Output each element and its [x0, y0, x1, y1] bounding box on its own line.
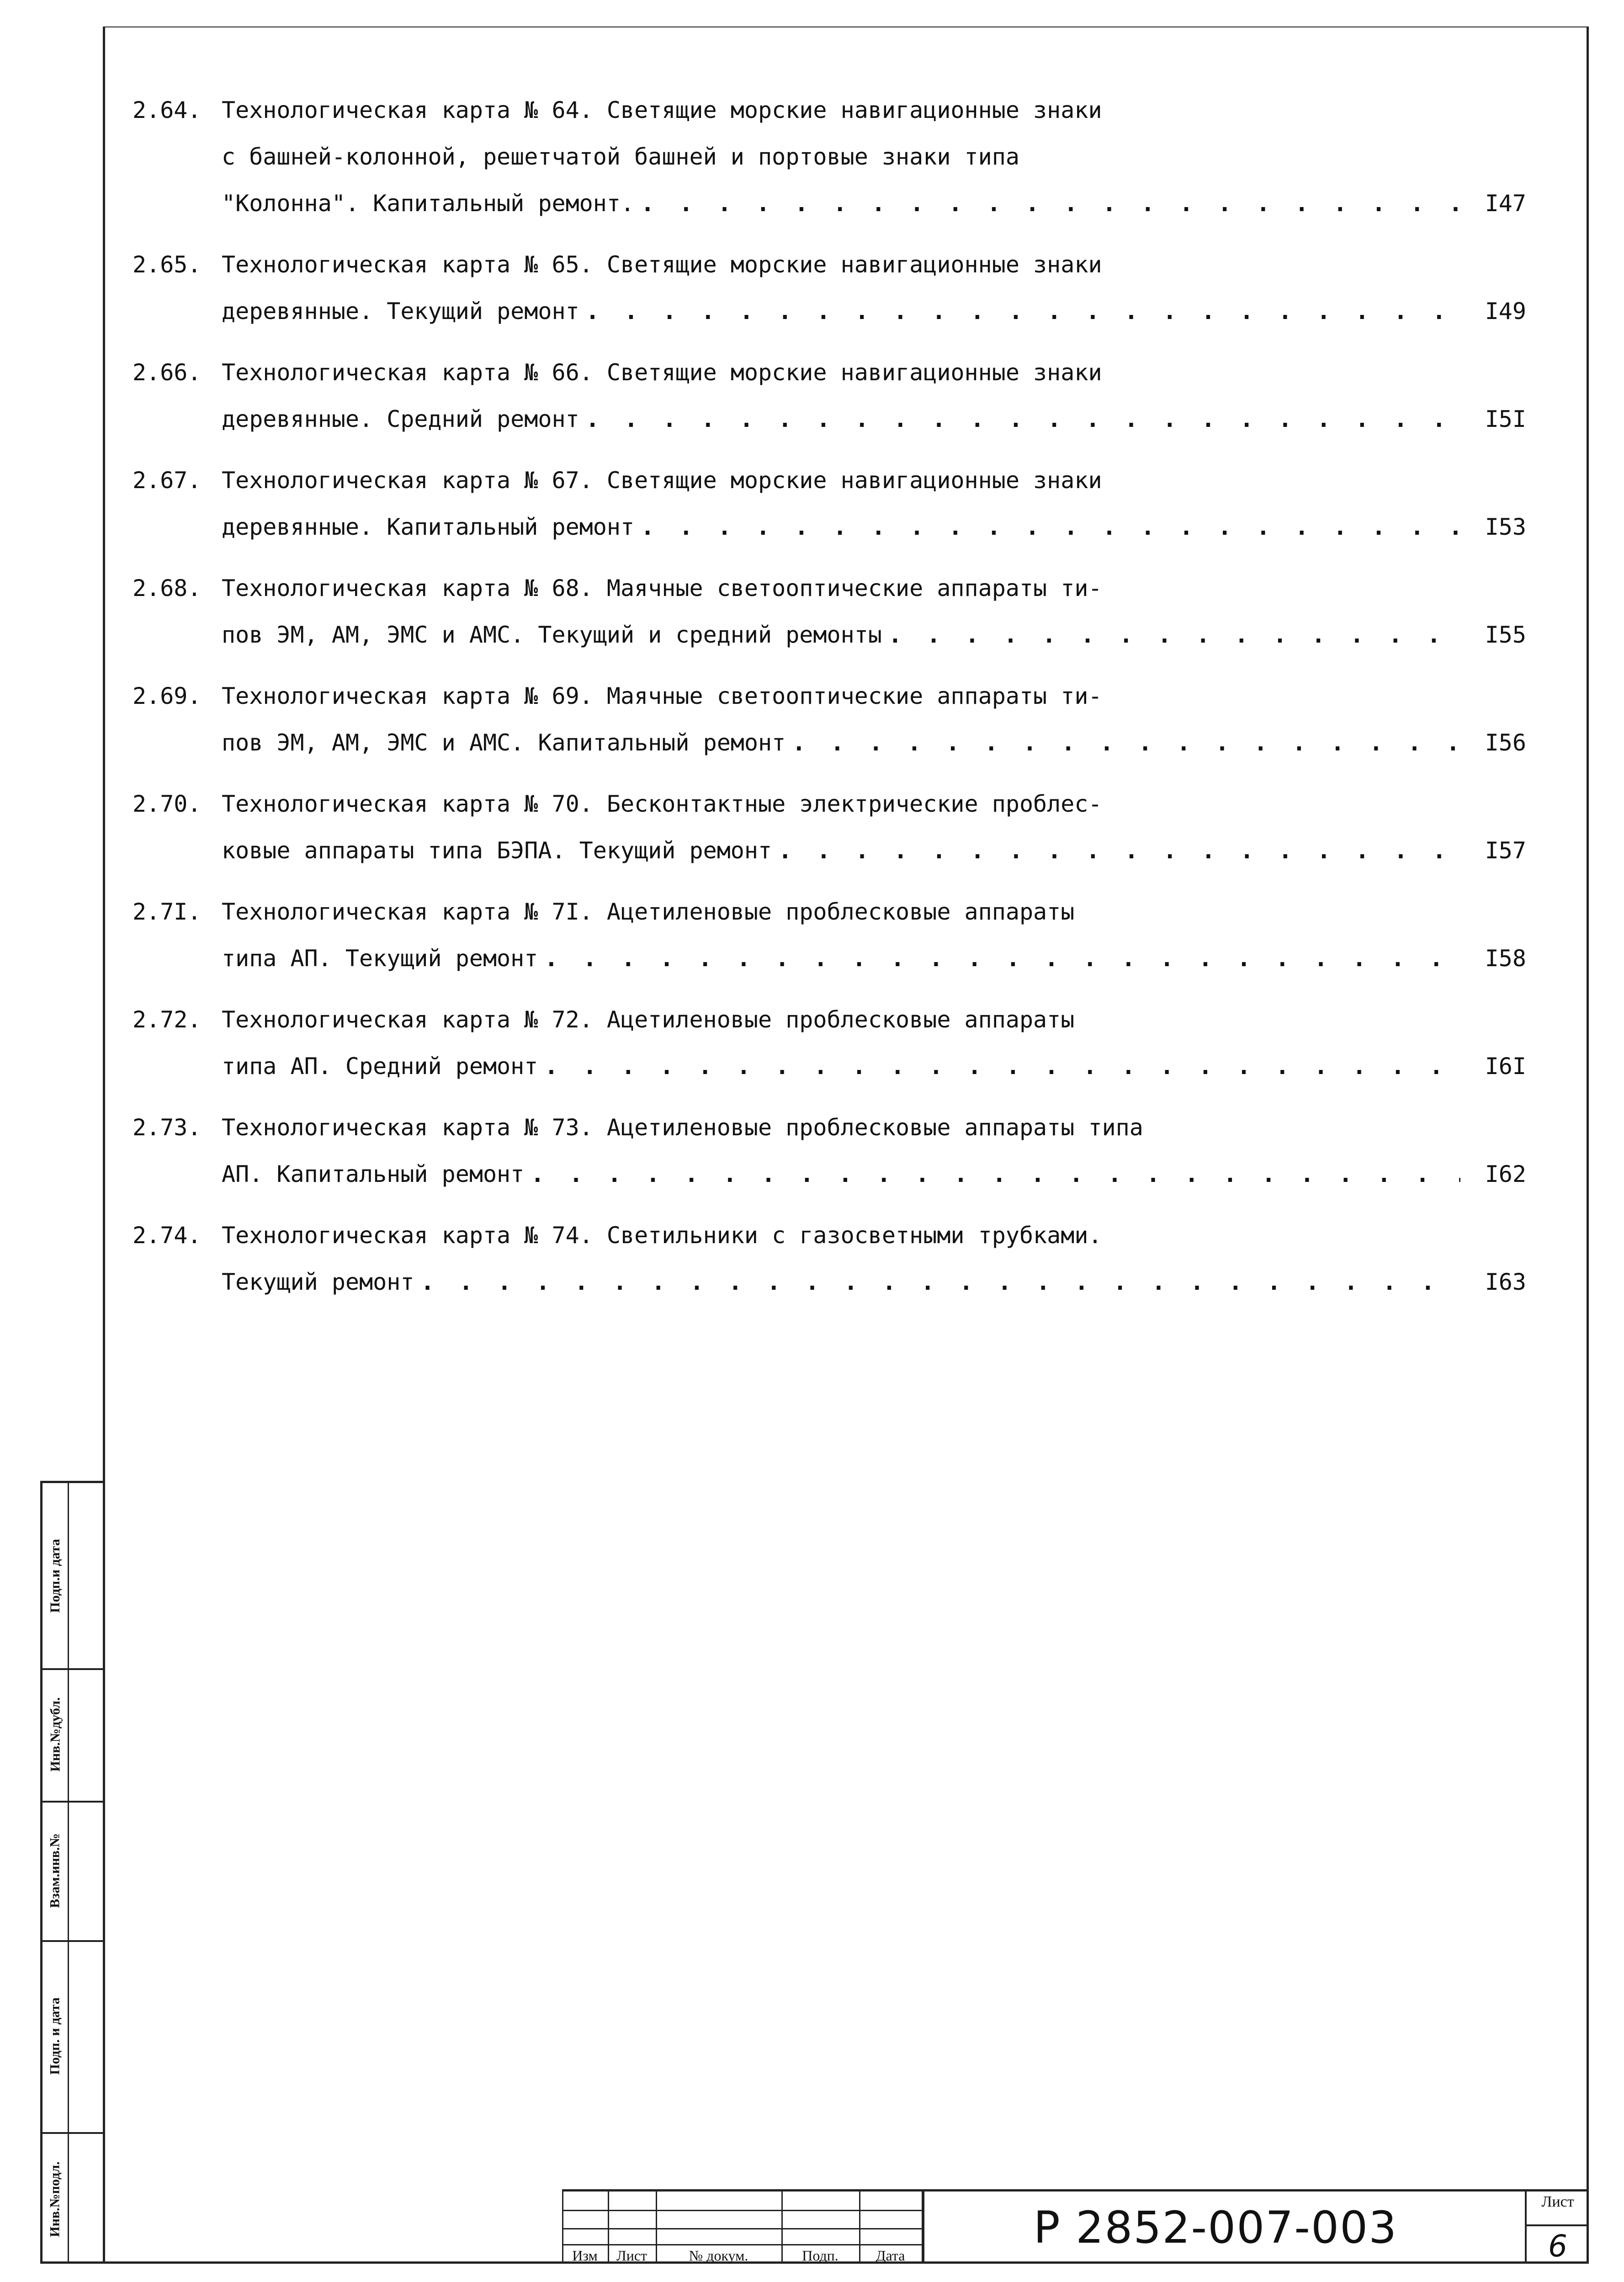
toc-entry-number: 2.67.: [133, 467, 202, 494]
toc-entry: [133, 241, 1526, 335]
toc-line: [133, 241, 1526, 288]
toc-entry: [133, 673, 1526, 766]
toc-entry-text: Технологическая карта № 67. Светящие морские навигационные знаки: [222, 467, 1102, 494]
toc-page-number: I56: [1485, 729, 1526, 756]
toc-line: [133, 1151, 1526, 1197]
toc-line: [133, 935, 1526, 982]
toc-entry-text: Технологическая карта № 74. Светильники с газосветными трубками.: [222, 1222, 1102, 1249]
side-stamp: [40, 1481, 105, 2264]
toc-entry-number: 2.66.: [133, 359, 202, 386]
table-of-contents: [133, 87, 1526, 1320]
col-list-label: Лист: [616, 2247, 647, 2264]
toc-line: [133, 1043, 1526, 1090]
toc-page-number: I58: [1485, 945, 1526, 972]
side-stamp-label: [43, 2132, 67, 2266]
toc-entry-number: 2.72.: [133, 1006, 202, 1033]
toc-line: [133, 888, 1526, 935]
toc-line: [133, 996, 1526, 1043]
toc-entry-number: 2.70.: [133, 791, 202, 817]
toc-line: [133, 457, 1526, 504]
dot-leader: [544, 935, 1460, 982]
side-stamp-text: Инв.№подл.: [48, 2161, 63, 2237]
side-stamp-text: Подп. и дата: [48, 1997, 63, 2075]
dot-leader: [586, 288, 1460, 335]
toc-page-number: I47: [1485, 190, 1526, 217]
col-doc-label: № докум.: [689, 2247, 748, 2264]
toc-line: [133, 87, 1526, 133]
toc-entry-number: 2.68.: [133, 575, 202, 601]
dot-leader: [641, 180, 1460, 227]
toc-entry-text: Технологическая карта № 68. Маячные светооптические аппараты ти-: [222, 575, 1102, 601]
toc-entry-text: Технологическая карта № 66. Светящие морские навигационные знаки: [222, 359, 1102, 386]
toc-entry: [133, 457, 1526, 550]
toc-line: [133, 827, 1526, 874]
toc-entry-number: 2.7I.: [133, 899, 202, 925]
dot-leader: [778, 827, 1460, 874]
toc-entry: [133, 1104, 1526, 1197]
toc-entry-text: типа АП. Средний ремонт: [222, 1053, 538, 1080]
toc-page-number: I53: [1485, 514, 1526, 540]
col-izm-label: Изм: [572, 2247, 598, 2264]
side-stamp-divider: [68, 1483, 69, 2261]
toc-line: [133, 612, 1526, 658]
document-code: Р 2852-007-003: [1033, 2202, 1398, 2253]
side-stamp-label: [43, 1940, 67, 2132]
toc-entry: [133, 888, 1526, 982]
toc-entry-number: 2.74.: [133, 1222, 202, 1249]
toc-entry-text: с башней-колонной, решетчатой башней и портовые знаки типа: [222, 144, 1019, 170]
toc-entry-text: Технологическая карта № 7I. Ацетиленовые проблесковые аппараты: [222, 899, 1075, 925]
toc-entry-number: 2.65.: [133, 251, 202, 278]
side-stamp-label: [43, 1668, 67, 1801]
dot-leader: [641, 504, 1460, 550]
dot-leader: [531, 1151, 1460, 1197]
toc-line: [133, 565, 1526, 612]
col-date-label: Дата: [876, 2247, 905, 2264]
dot-leader: [544, 1043, 1460, 1090]
side-stamp-text: Взам.инв.№: [48, 1833, 63, 1908]
toc-page-number: I49: [1485, 298, 1526, 324]
toc-line: [133, 781, 1526, 827]
toc-entry-text: ковые аппараты типа БЭПА. Текущий ремонт: [222, 837, 772, 864]
toc-entry-text: деревянные. Средний ремонт: [222, 406, 579, 432]
toc-page-number: I55: [1485, 622, 1526, 648]
toc-page-number: I5I: [1485, 406, 1526, 432]
toc-line: [133, 396, 1526, 442]
dot-leader: [586, 396, 1460, 442]
side-stamp-text: Инв.№дубл.: [48, 1697, 63, 1772]
side-stamp-label: [43, 1801, 67, 1940]
dot-leader: [888, 612, 1460, 658]
toc-page-number: I6I: [1485, 1053, 1526, 1080]
toc-entry-text: пов ЭМ, АМ, ЭМС и АМС. Текущий и средний ремонты: [222, 622, 882, 648]
toc-entry-text: деревянные. Текущий ремонт: [222, 298, 579, 324]
toc-line: [133, 719, 1526, 766]
toc-entry-text: Технологическая карта № 65. Светящие морские навигационные знаки: [222, 251, 1102, 278]
toc-entry: [133, 565, 1526, 658]
dot-leader: [420, 1259, 1460, 1305]
toc-entry: [133, 87, 1526, 227]
dot-leader: [792, 719, 1460, 766]
toc-entry-number: 2.64.: [133, 97, 202, 123]
sheet-box: [1525, 2192, 1589, 2264]
toc-line: [133, 133, 1526, 180]
toc-entry-text: Текущий ремонт: [222, 1269, 414, 1295]
toc-line: [133, 504, 1526, 550]
toc-entry-text: Технологическая карта № 64. Светящие морские навигационные знаки: [222, 97, 1102, 123]
toc-line: [133, 349, 1526, 396]
toc-entry: [133, 996, 1526, 1090]
side-stamp-label: [43, 1483, 67, 1668]
toc-entry-text: пов ЭМ, АМ, ЭМС и АМС. Капитальный ремонт: [222, 729, 786, 756]
toc-entry: [133, 781, 1526, 874]
toc-entry-text: деревянные. Капитальный ремонт: [222, 514, 635, 540]
toc-line: [133, 673, 1526, 719]
col-sign-label: Подп.: [802, 2247, 839, 2264]
toc-line: [133, 180, 1526, 227]
sheet-number: 6: [1527, 2224, 1589, 2266]
side-stamp-text: Подп.и дата: [48, 1538, 63, 1613]
toc-line: [133, 1104, 1526, 1151]
toc-entry-text: Технологическая карта № 70. Бесконтактные электрические проблес-: [222, 791, 1102, 817]
toc-entry-text: АП. Капитальный ремонт: [222, 1161, 525, 1187]
toc-entry-number: 2.69.: [133, 683, 202, 709]
toc-entry-text: типа АП. Текущий ремонт: [222, 945, 538, 972]
toc-line: [133, 1259, 1526, 1305]
toc-entry-text: Технологическая карта № 72. Ацетиленовые проблесковые аппараты: [222, 1006, 1075, 1033]
toc-line: [133, 288, 1526, 335]
toc-line: [133, 1212, 1526, 1259]
toc-page-number: I57: [1485, 837, 1526, 864]
toc-page-number: I62: [1485, 1161, 1526, 1187]
toc-entry-text: "Колонна". Капитальный ремонт.: [222, 190, 635, 217]
toc-page-number: I63: [1485, 1269, 1526, 1295]
toc-entry-text: Технологическая карта № 69. Маячные светооптические аппараты ти-: [222, 683, 1102, 709]
toc-entry: [133, 349, 1526, 442]
title-block: [562, 2189, 1589, 2264]
toc-entry: [133, 1212, 1526, 1305]
revision-grid: [562, 2192, 923, 2264]
toc-entry-text: Технологическая карта № 73. Ацетиленовые проблесковые аппараты типа: [222, 1114, 1143, 1141]
toc-entry-number: 2.73.: [133, 1114, 202, 1141]
sheet-label: Лист: [1541, 2193, 1574, 2210]
